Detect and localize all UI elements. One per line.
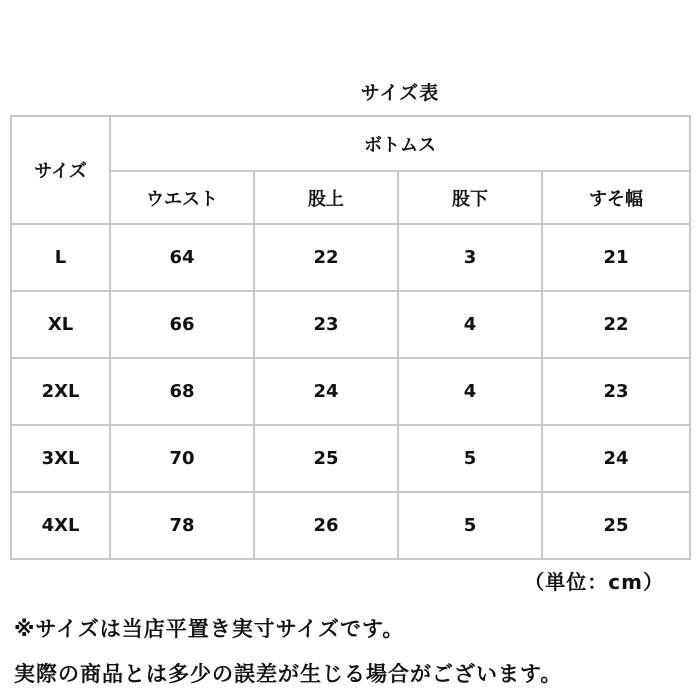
waist-cell: 78 — [110, 492, 254, 559]
table-row — [11, 358, 690, 425]
rise-cell: 25 — [254, 425, 398, 492]
column-header-waist: ウエスト — [110, 171, 254, 224]
table-header-row — [11, 116, 690, 171]
hem-width-cell: 24 — [542, 425, 690, 492]
inseam-cell: 5 — [398, 492, 542, 559]
hem-width-cell: 25 — [542, 492, 690, 559]
waist-cell: 68 — [110, 358, 254, 425]
hem-width-cell: 21 — [542, 224, 690, 291]
waist-cell: 64 — [110, 224, 254, 291]
inseam-cell: 4 — [398, 358, 542, 425]
column-header-rise: 股上 — [254, 171, 398, 224]
table-row — [11, 291, 690, 358]
column-header-hem-width: すそ幅 — [542, 171, 690, 224]
table-row — [11, 492, 690, 559]
size-cell: L — [11, 224, 110, 291]
waist-cell: 66 — [110, 291, 254, 358]
waist-cell: 70 — [110, 425, 254, 492]
size-column-header: サイズ — [11, 116, 110, 224]
hem-width-cell: 22 — [542, 291, 690, 358]
rise-cell: 26 — [254, 492, 398, 559]
inseam-cell: 3 — [398, 224, 542, 291]
hem-width-cell: 23 — [542, 358, 690, 425]
size-chart-title: サイズ表 — [360, 82, 440, 104]
rise-cell: 23 — [254, 291, 398, 358]
note-measurement: ※サイズは当店平置き実寸サイズです。 — [14, 617, 405, 641]
note-tolerance: 実際の商品とは多少の誤差が生じる場合がございます。 — [14, 662, 563, 686]
size-cell: 3XL — [11, 425, 110, 492]
table-subheader-row — [11, 171, 690, 224]
table-row — [11, 224, 690, 291]
rise-cell: 24 — [254, 358, 398, 425]
table-row — [11, 425, 690, 492]
size-cell: XL — [11, 291, 110, 358]
rise-cell: 22 — [254, 224, 398, 291]
size-cell: 2XL — [11, 358, 110, 425]
column-header-inseam: 股下 — [398, 171, 542, 224]
unit-label: （単位：cm） — [524, 570, 664, 594]
bottoms-group-header: ボトムス — [110, 116, 690, 171]
inseam-cell: 5 — [398, 425, 542, 492]
size-table — [10, 115, 691, 560]
inseam-cell: 4 — [398, 291, 542, 358]
size-cell: 4XL — [11, 492, 110, 559]
